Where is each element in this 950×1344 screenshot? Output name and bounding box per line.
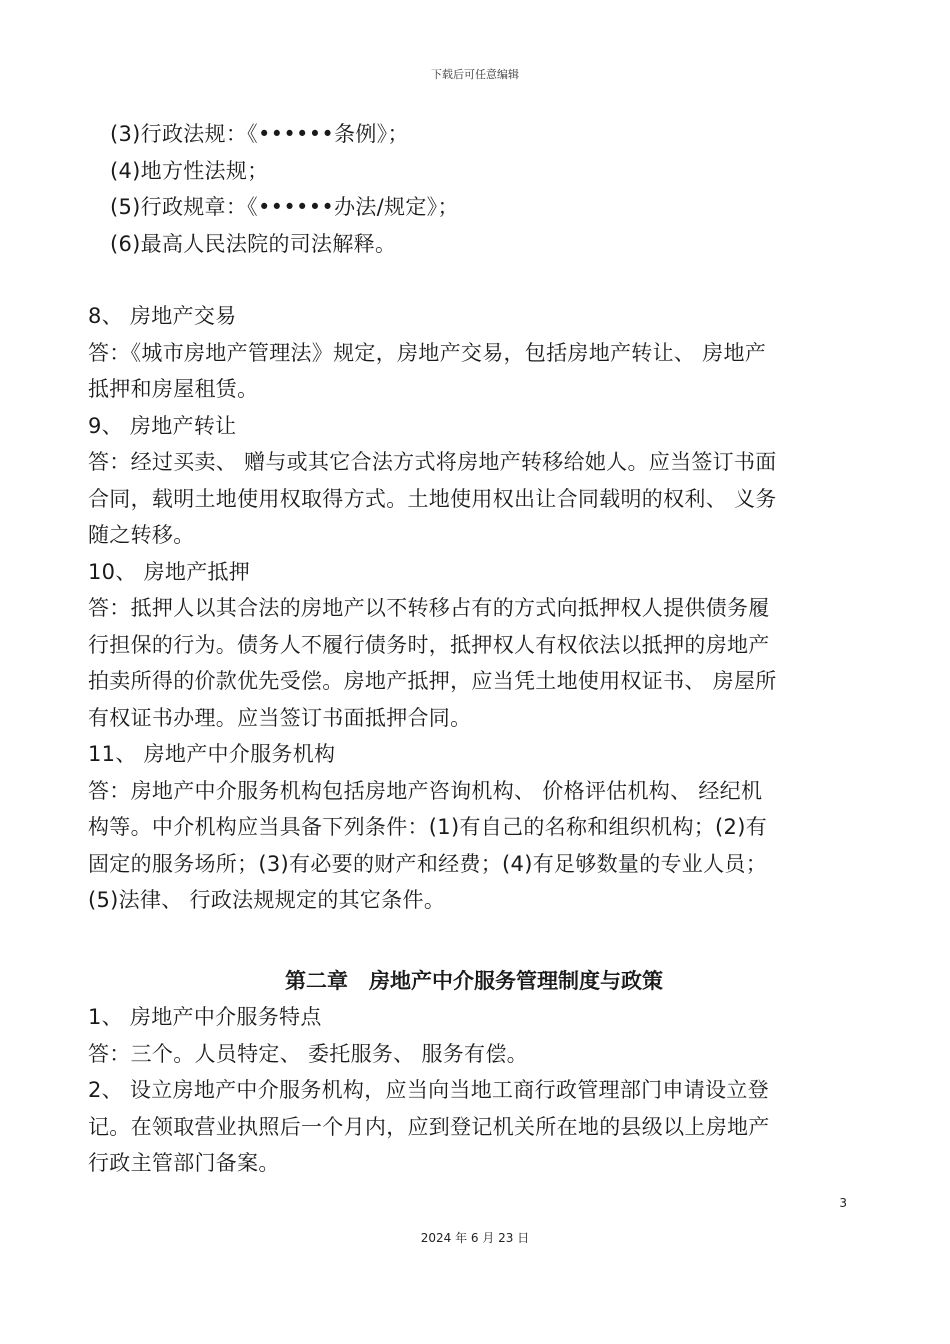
answer-line: 拍卖所得的价款优先受偿。房地产抵押，应当凭土地使用权证书、 房屋所 bbox=[88, 669, 777, 693]
list-item: (4)地方性法规； bbox=[110, 158, 269, 183]
answer-line: 2、 设立房地产中介服务机构，应当向当地工商行政管理部门申请设立登 bbox=[88, 1078, 769, 1102]
page-number: 3 bbox=[839, 1196, 847, 1210]
page-footer-date: 2024 年 6 月 23 日 bbox=[420, 1231, 530, 1245]
answer-line: 记。在领取营业执照后一个月内，应到登记机关所在地的县级以上房地产 bbox=[88, 1114, 770, 1139]
section-title: 9、 房地产转让 bbox=[88, 413, 237, 438]
document-body bbox=[88, 116, 848, 1182]
section-title: 8、 房地产交易 bbox=[88, 304, 237, 328]
answer-line: 答：《城市房地产管理法》规定，房地产交易，包括房地产转让、 房地产 bbox=[88, 340, 767, 365]
chapter-title: 第二章 房地产中介服务管理制度与政策 bbox=[285, 968, 663, 993]
section-title: 10、 房地产抵押 bbox=[88, 559, 251, 584]
page-header: 下载后可任意编辑 bbox=[431, 68, 519, 81]
answer-line: 随之转移。 bbox=[88, 523, 195, 547]
list-item: (6)最高人民法院的司法解释。 bbox=[110, 231, 397, 256]
spacer bbox=[88, 262, 848, 298]
list-item: (3)行政法规：《••••••条例》； bbox=[110, 122, 409, 146]
answer-line: 构等。中介机构应当具备下列条件：(1)有自己的名称和组织机构；(2)有 bbox=[88, 815, 767, 839]
answer-line: 固定的服务场所；(3)有必要的财产和经费；(4)有足够数量的专业人员； bbox=[88, 851, 767, 876]
answer-line: 抵押和房屋租赁。 bbox=[88, 377, 259, 401]
section-title: 1、 房地产中介服务特点 bbox=[88, 1005, 322, 1029]
answer-line: 答：三个。人员特定、 委托服务、 服务有偿。 bbox=[88, 1041, 528, 1066]
list-item: (5)行政规章：《••••••办法/规定》； bbox=[110, 195, 459, 219]
answer-line: 答：房地产中介服务机构包括房地产咨询机构、 价格评估机构、 经纪机 bbox=[88, 778, 763, 803]
answer-line: 合同，载明土地使用权取得方式。土地使用权出让合同载明的权利、 义务 bbox=[88, 486, 777, 511]
section-title: 11、 房地产中介服务机构 bbox=[88, 742, 336, 766]
answer-line: (5)法律、 行政法规规定的其它条件。 bbox=[88, 888, 446, 912]
answer-line: 有权证书办理。应当签订书面抵押合同。 bbox=[88, 705, 472, 730]
answer-line: 答：经过买卖、 赠与或其它合法方式将房地产转移给她人。应当签订书面 bbox=[88, 450, 777, 474]
spacer bbox=[88, 919, 848, 963]
answer-line: 行担保的行为。债务人不履行债务时，抵押权人有权依法以抵押的房地产 bbox=[88, 632, 770, 657]
answer-line: 行政主管部门备案。 bbox=[88, 1151, 280, 1175]
answer-line: 答：抵押人以其合法的房地产以不转移占有的方式向抵押权人提供债务履 bbox=[88, 596, 770, 620]
